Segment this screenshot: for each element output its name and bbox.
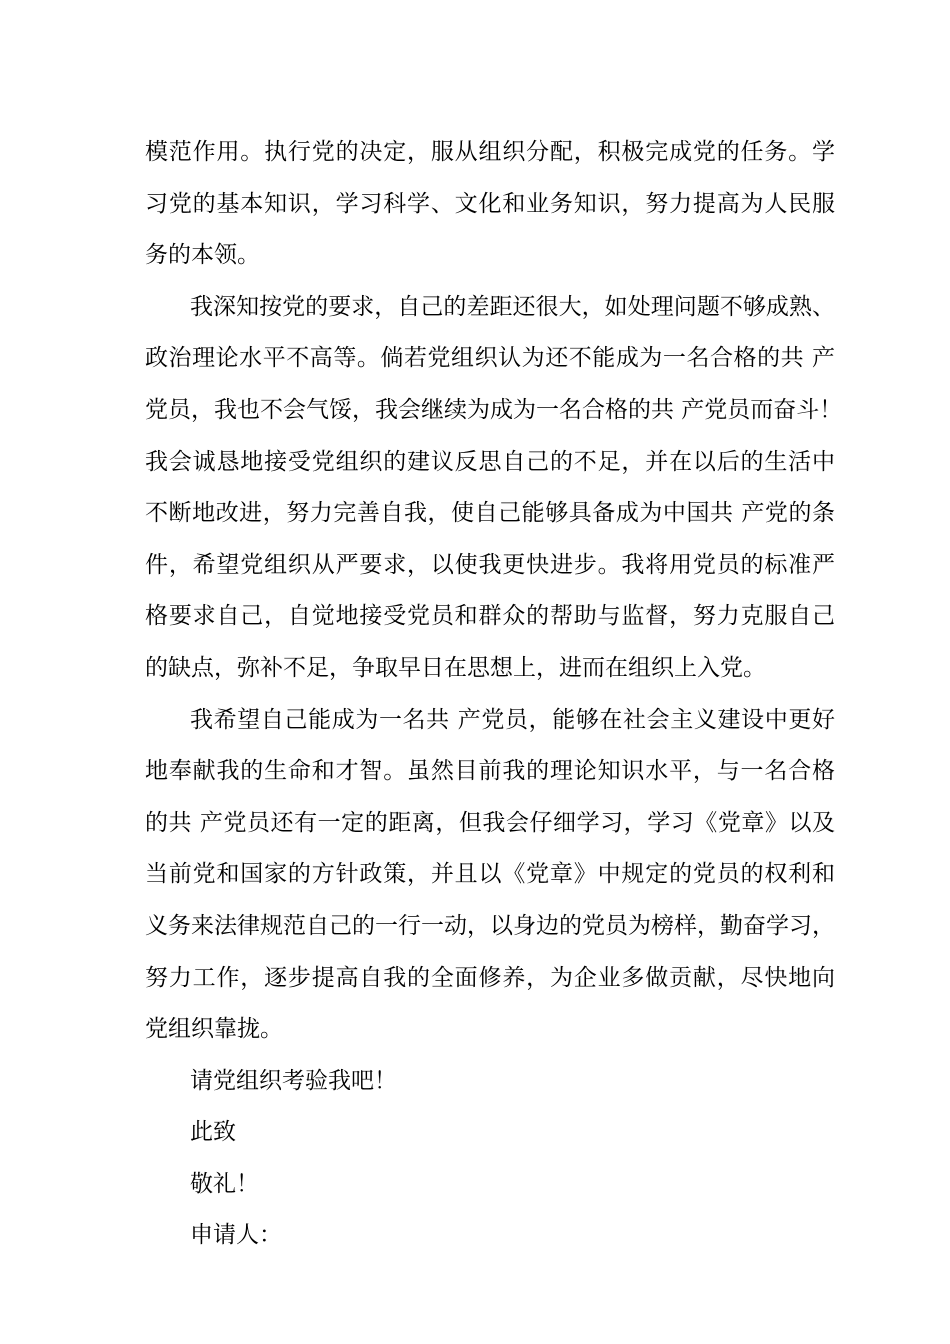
text-line: 地奉献我的生命和才智。虽然目前我的理论知识水平，与一名合格	[145, 758, 835, 785]
text-line: 的共 产党员还有一定的距离，但我会仔细学习，学习《党章》以及	[145, 809, 835, 836]
text-line: 努力工作，逐步提高自我的全面修养，为企业多做贡献，尽快地向	[145, 964, 835, 991]
text-line: 我会诚恳地接受党组织的建议反思自己的不足，并在以后的生活中	[145, 448, 835, 475]
letter-closing	[145, 1061, 835, 1267]
text-line: 义务来法律规范自己的一行一动，以身边的党员为榜样，勤奋学习，	[145, 912, 835, 939]
closing-respect: 敬礼！	[190, 1170, 259, 1197]
paragraph-self-reflection	[145, 287, 843, 700]
text-line: 我希望自己能成为一名共 产党员，能够在社会主义建设中更好	[190, 706, 835, 733]
text-line: 格要求自己，自觉地接受党员和群众的帮助与监督，努力克服自己	[145, 603, 835, 630]
text-line: 务的本领。	[145, 242, 260, 269]
paragraph-aspiration	[145, 700, 835, 1061]
text-line: 不断地改进，努力完善自我，使自己能够具备成为中国共 产党的条	[145, 500, 835, 527]
text-line: 党员，我也不会气馁，我会继续为成为一名合格的共 产党员而奋斗！	[145, 396, 843, 423]
text-line: 的缺点，弥补不足，争取早日在思想上，进而在组织上入党。	[145, 654, 766, 681]
closing-salutation: 此致	[190, 1119, 236, 1146]
text-line: 当前党和国家的方针政策，并且以《党章》中规定的党员的权利和	[145, 861, 835, 888]
text-line: 习党的基本知识，学习科学、文化和业务知识，努力提高为人民服	[145, 190, 835, 217]
letter-body	[145, 132, 843, 1267]
text-line: 件，希望党组织从严要求，以使我更快进步。我将用党员的标准严	[145, 551, 835, 578]
closing-request: 请党组织考验我吧！	[190, 1067, 397, 1094]
text-line: 党组织靠拢。	[145, 1016, 283, 1043]
applicant-label: 申请人：	[190, 1222, 282, 1249]
text-line: 模范作用。执行党的决定，服从组织分配，积极完成党的任务。学	[145, 139, 835, 165]
text-line: 我深知按党的要求，自己的差距还很大，如处理问题不够成熟、	[190, 293, 835, 320]
text-line: 政治理论水平不高等。倘若党组织认为还不能成为一名合格的共 产	[145, 345, 835, 372]
paragraph-model-role	[145, 132, 835, 287]
